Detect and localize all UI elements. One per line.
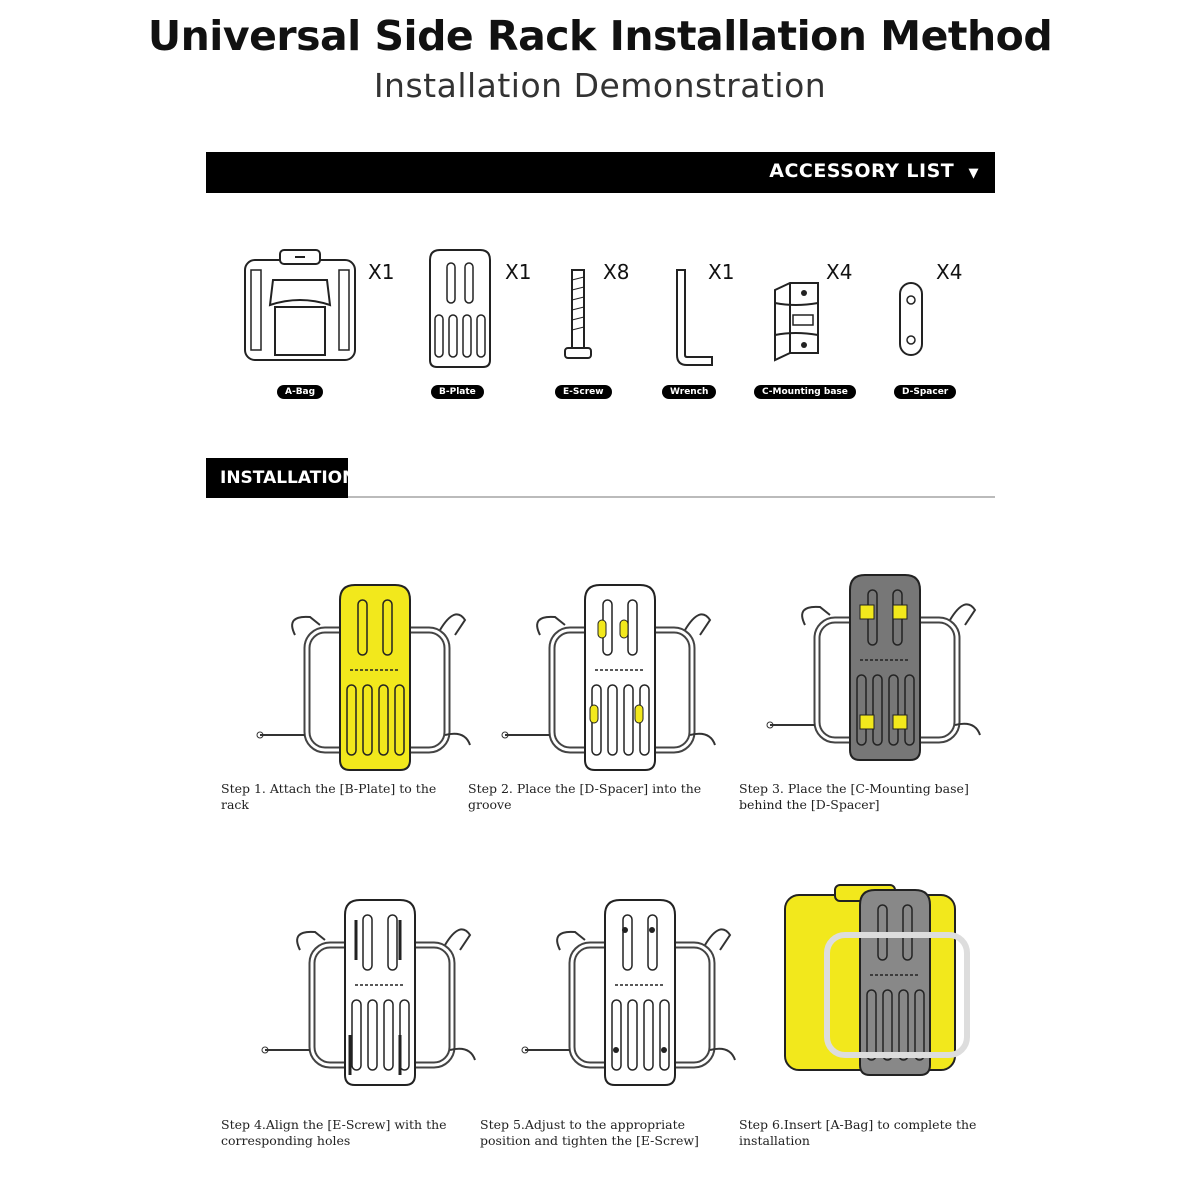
step-6-illustration [760, 880, 1010, 1120]
qty-d-spacer: X4 [936, 260, 963, 284]
triangle-down-icon: ▼ [968, 166, 979, 181]
step-6-caption: Step 6.Insert [A-Bag] to complete the installation [739, 1117, 977, 1148]
qty-c-mounting-base: X4 [826, 260, 853, 284]
step-1-caption: Step 1. Attach the [B-Plate] to the rack [221, 781, 437, 812]
step-2-caption: Step 2. Place the [D-Spacer] into the groove [468, 781, 702, 812]
label-wrench: Wrench [662, 385, 716, 399]
qty-e-screw: X8 [603, 260, 630, 284]
label-d-spacer: D-Spacer [894, 385, 956, 399]
step-3-caption: Step 3. Place the [C-Mounting base] behind the [D-Spacer] [739, 781, 969, 812]
label-e-screw: E-Screw [555, 385, 612, 399]
accessory-list-heading: ACCESSORY LIST ▼ [769, 160, 979, 182]
label-a-bag: A-Bag [277, 385, 323, 399]
accessory-item-a-bag [235, 245, 395, 405]
qty-wrench: X1 [708, 260, 735, 284]
step-3-illustration [750, 565, 1000, 805]
accessory-list-bar [206, 152, 995, 193]
step-4-caption: Step 4.Align the [E-Screw] with the corresponding holes [221, 1117, 447, 1148]
screw-icon [555, 245, 605, 370]
step-1-illustration [240, 575, 490, 815]
step-4-illustration [245, 890, 495, 1130]
installation-heading-box [206, 458, 357, 498]
page-subtitle: Installation Demonstration [373, 66, 827, 105]
label-b-plate: B-Plate [431, 385, 484, 399]
step-2-illustration [485, 575, 735, 815]
accessory-item-d-spacer [890, 245, 1040, 405]
label-c-mounting-base: C-Mounting base [754, 385, 856, 399]
page-title: Universal Side Rack Installation Method [147, 12, 1053, 60]
accessory-item-b-plate [415, 245, 565, 405]
step-5-caption: Step 5.Adjust to the appropriate position and tighten the [E-Screw] [480, 1117, 699, 1148]
spacer-icon [890, 245, 940, 370]
bag-icon [235, 245, 365, 370]
accessory-item-c-mounting-base [760, 245, 910, 405]
qty-a-bag: X1 [368, 260, 395, 284]
installation-divider [348, 496, 995, 498]
qty-b-plate: X1 [505, 260, 532, 284]
installation-heading: INSTALLATION [220, 468, 357, 488]
step-5-illustration [505, 890, 755, 1130]
plate-icon [415, 245, 505, 370]
